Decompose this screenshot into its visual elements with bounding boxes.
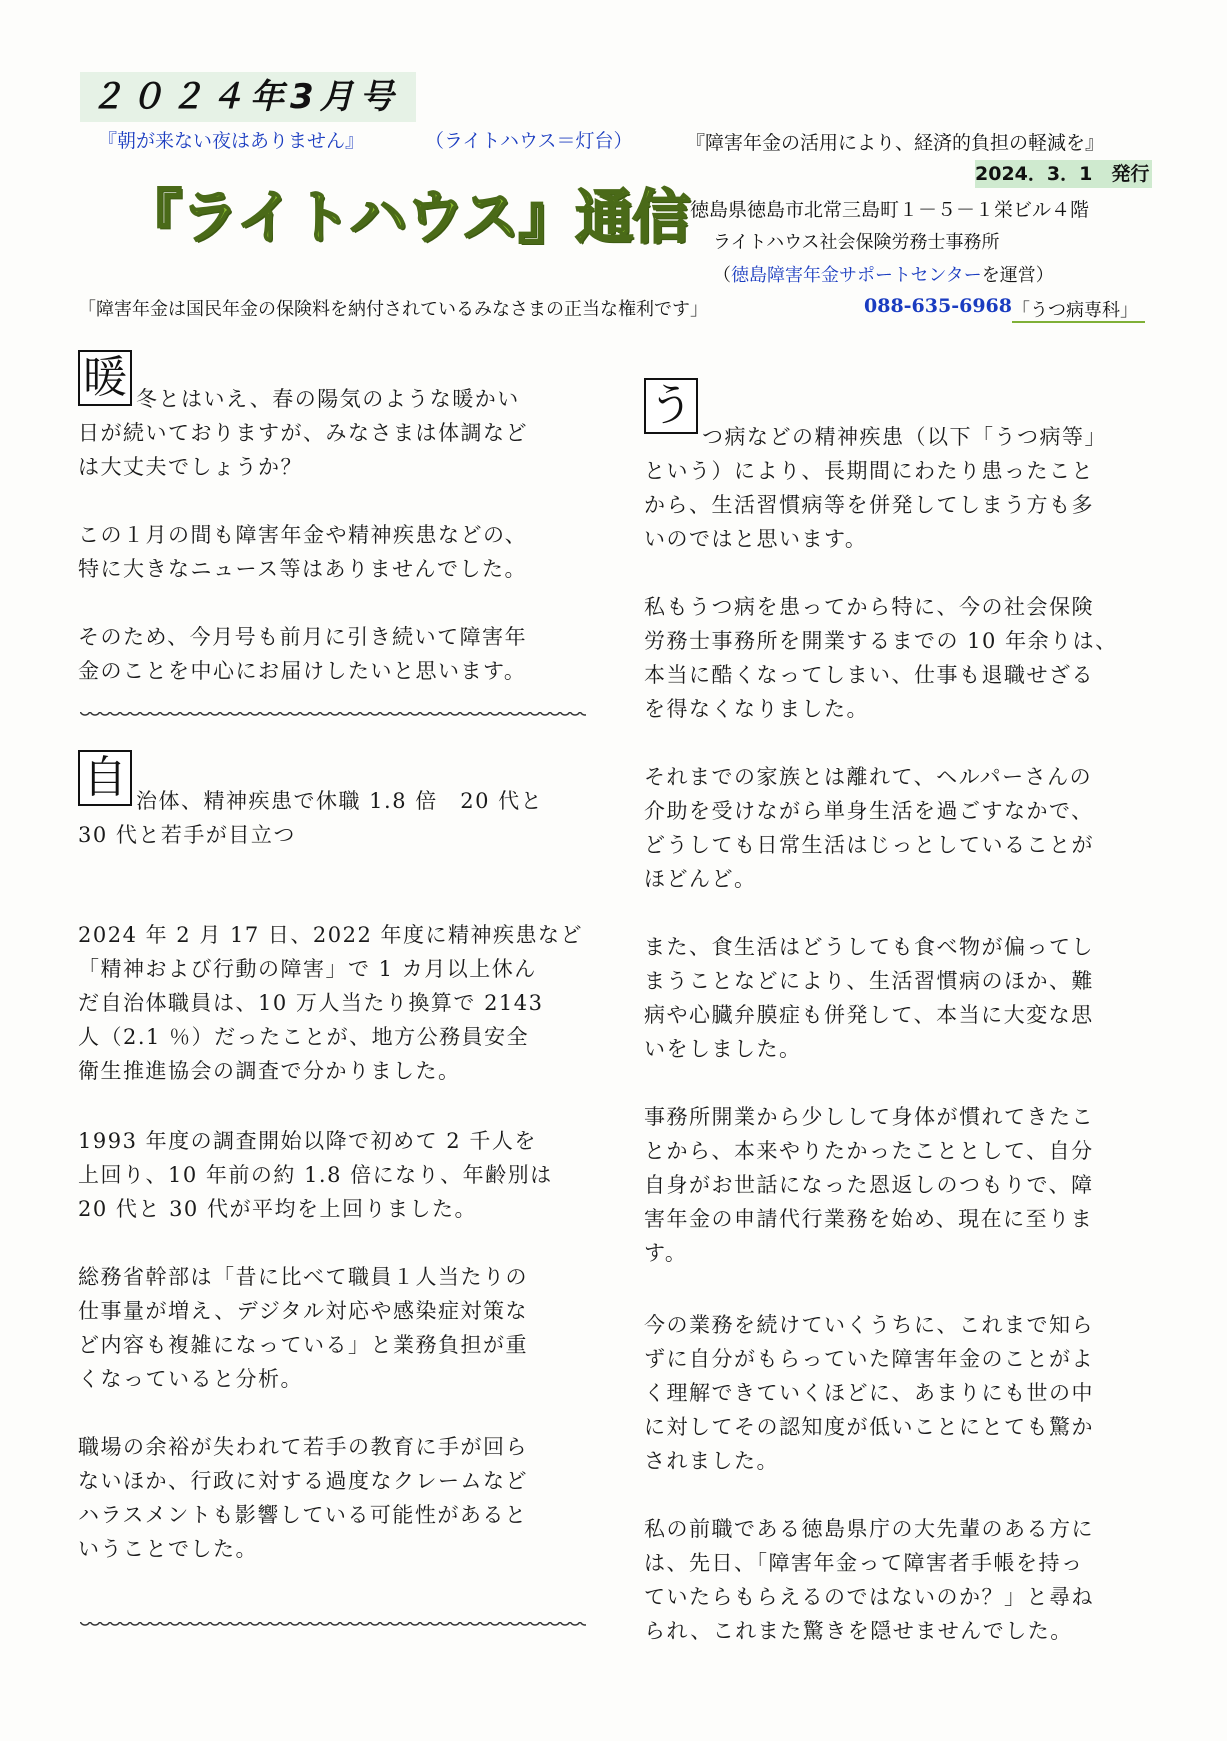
support-center-name: 徳島障害年金サポートセンター <box>731 265 982 286</box>
dropcap-self: 自 <box>78 750 132 806</box>
left-p1-first-line: 冬とはいえ、春の陽気のような暖かい <box>136 387 520 411</box>
office-address: 徳島県徳島市北常三島町１－５－１栄ビル４階 <box>690 199 1090 221</box>
slogan-text: 『朝が来ない夜はありません』 <box>98 130 365 152</box>
issue-label: ２０２４年3月号 <box>80 72 416 122</box>
left-p7: 総務省幹部は「昔に比べて職員１人当たりの 仕事量が増え、デジタル対応や感染症対策な ど内容も複雑になっている」と業務負担が重 くなっていると分析。 <box>78 1265 528 1391</box>
left-p5: 2024 年 2 月 17 日、2022 年度に精神疾患など 「精神および行動の障害」で 1 カ月以上休ん だ自治体職員は、10 万人当たり換算で 2143 人（2.1 ％）だったことが、地方公務員安全 衛生推進協会の調査で分かりました。 <box>78 923 584 1083</box>
left-p2: この１月の間も障害年金や精神疾患などの、 特に大きなニュース等はありませんでした。 <box>78 523 528 581</box>
tagline: 『障害年金の活用により、経済的負担の軽減を』 <box>686 132 1105 154</box>
left-p4-first-line: 治体、精神疾患で休職 1.8 倍 20 代と <box>136 789 544 813</box>
newsletter-masthead: 『ライトハウス』通信 <box>124 183 690 251</box>
dropcap-depression: う <box>644 378 698 434</box>
left-p4-rest: 30 代と若手が目立つ <box>78 823 296 847</box>
paren-open: （ <box>713 265 731 286</box>
specialty-label: 「うつ病専科」 <box>1012 300 1138 321</box>
right-p4: また、食生活はどうしても食べ物が偏ってし まうことなどにより、生活習慣病のほか、難 病や心臓弁膜症も併発して、本当に大変な思 いをしました。 <box>644 935 1094 1061</box>
wavy-divider <box>80 712 586 724</box>
right-p7: 私の前職である徳島県庁の大先輩のある方に は、先日、「障害年金って障害者手帳を持っ ていたらもらえるのではないのか？」と尋ね られ、これまた驚きを隠せませんでした。 <box>644 1517 1094 1643</box>
left-p3: そのため、今月号も前月に引き続いて障害年 金のことを中心にお届けしたいと思います。 <box>78 625 528 683</box>
rights-statement: 「障害年金は国民年金の保険料を納付されているみなさまの正当な権利です」 <box>78 299 708 320</box>
dropcap-warm: 暖 <box>78 350 132 406</box>
left-p8: 職場の余裕が失われて若手の教育に手が回ら ないほか、行政に対する過度なクレームなど ハラスメントも影響している可能性があると いうことでした。 <box>78 1435 528 1561</box>
office-name: ライトハウス社会保険労務士事務所 <box>713 232 1000 253</box>
right-p5: 事務所開業から少しして身体が慣れてきたこ とから、本来やりたかったこととして、自分 自身がお世話になった恩返しのつもりで、障 害年金の申請代行業務を始め、現在に至りま す。 <box>644 1105 1094 1265</box>
left-p6: 1993 年度の調査開始以降で初めて 2 千人を 上回り、10 年前の約 1.8 倍になり、年齢別は 20 代と 30 代が平均を上回りました。 <box>78 1129 553 1221</box>
right-p3: それまでの家族とは離れて、ヘルパーさんの 介助を受けながら単身生活を過ごすなかで、 どうしても日常生活はじっとしていることが ほどんど。 <box>644 765 1094 891</box>
right-p2: 私もうつ病を患ってから特に、今の社会保険 労務士事務所を開業するまでの 10 年余りは、 本当に酷くなってしまい、仕事も退職せざる を得なくなりました。 <box>644 595 1118 721</box>
phone-number: 088-635-6968 <box>864 295 1012 317</box>
specialty-underline <box>1012 321 1145 323</box>
right-p1-first-line: つ病などの精神疾患（以下「うつ病等」 <box>702 425 1107 449</box>
wavy-divider <box>80 1622 586 1634</box>
support-center-line <box>713 261 1054 287</box>
right-p6: 今の業務を続けていくうちに、これまで知ら ずに自分がもらっていた障害年金のことがよ く理解できていくほどに、あまりにも世の中 に対してその認知度が低いことにとても驚か されました。 <box>644 1313 1094 1473</box>
lighthouse-note: （ライトハウス＝灯台） <box>425 130 633 152</box>
issue-date: 2024．3．1 発行 <box>975 160 1152 188</box>
support-center-rest: を運営） <box>981 265 1054 286</box>
left-p1-rest: 日が続いておりますが、みなさまは体調など は大丈夫でしょうか？ <box>78 421 528 479</box>
right-p1-rest: という）により、長期間にわたり患ったこと から、生活習慣病等を併発してしまう方も多 いのではと思います。 <box>644 459 1094 551</box>
